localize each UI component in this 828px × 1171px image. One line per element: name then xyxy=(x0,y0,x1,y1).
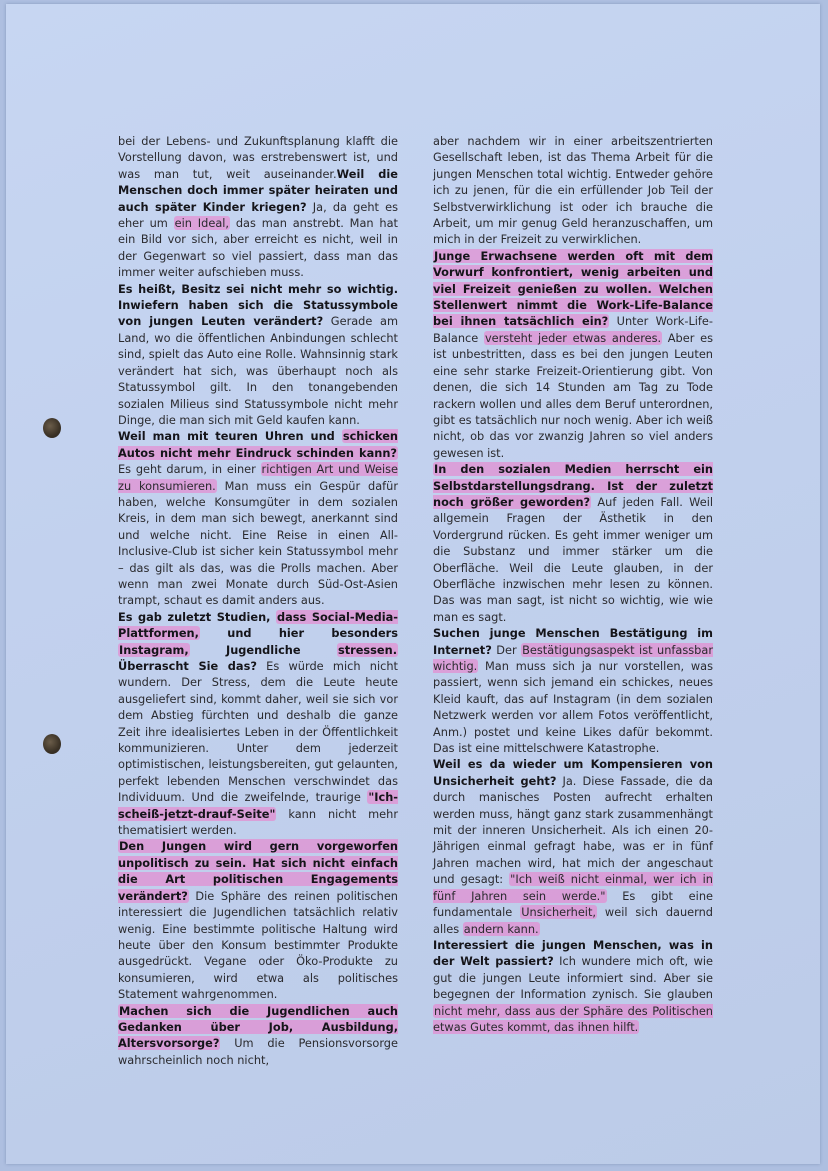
answer-text: Man muss sich ja nur vorstellen, was passiert, wenn sich jemand ein schickes, neues Kleid kauft, das auf Instagram (in dem sozialen Netzwerk werden vor allem Fotos veröffentlicht, Anm.) postet und keine Likes dafür bekommt. Das ist eine mittelschwere Katastrophe. xyxy=(433,659,713,756)
answer-text: Ja, da geht es eher um xyxy=(118,199,399,231)
interview-question: schicken Autos nicht mehr Eindruck schinden kann? xyxy=(118,429,398,460)
interview-question: Es heißt, Besitz sei nicht mehr so wichtig. Inwiefern haben sich die Statussymbole von jungen Leuten verändert? xyxy=(118,281,398,329)
answer-text: Die Sphäre des reinen politischen interessiert die Jugendlichen tatsächlich relativ wenig. Eine bestimmte politische Haltung wird heute über den Konsum bestimmter Produkte ausgedrückt. Vegane oder Öko-Produkte zu konsumieren, wird etwa als politisches Statement wahrgenommen. xyxy=(118,888,398,1002)
paragraph xyxy=(118,281,398,429)
interview-question: Interessiert die jungen Menschen, was in der Welt passiert? xyxy=(433,937,713,969)
interview-question: Weil es da wieder um Kompensieren von Unsicherheit geht? xyxy=(433,757,713,788)
paragraph xyxy=(433,461,713,625)
highlighted-text: andern kann. xyxy=(463,921,539,936)
paragraph xyxy=(433,625,713,756)
paragraph xyxy=(118,838,398,1002)
punch-hole-top xyxy=(43,418,61,438)
answer-text: Um die Pensionsvorsorge wahrscheinlich noch nicht, xyxy=(118,1036,398,1067)
paragraph xyxy=(433,937,713,1035)
paragraph xyxy=(118,428,398,608)
answer-text: bei der Lebens- und Zukunftsplanung klafft die Vorstellung davon, was erstrebenswert ist, und was man tut, weit auseinander. xyxy=(118,134,398,181)
highlighted-text: richtigen Art und Weise zu konsumieren. xyxy=(118,462,398,493)
interview-question: Es gab zuletzt Studien, xyxy=(118,609,276,624)
interview-question: Instagram, xyxy=(119,642,189,657)
answer-text: Es würde mich nicht wundern. Der Stress, dem die Leute heute ausgeliefert sind, kommt daher, weil sie sich vor dem Abstieg fürchten und deshalb die ganze Zeit ihre idealisiertes Leben in der Öffentlichkeit kommunizieren. Unter dem jederzeit optimistischen, leistungsbereiten, gut gelaunten, perfekt lebenden Menschen verschwindet das Individuum. Und die zweifelnde, traurige xyxy=(118,659,398,805)
answer-text: Unter Work-Life-Balance xyxy=(433,314,713,345)
paragraph xyxy=(433,248,713,461)
text-column-left xyxy=(118,133,398,1068)
punch-hole-bottom xyxy=(43,734,61,754)
interview-question: dass Social-Media-Plattformen, xyxy=(118,609,398,641)
answer-text: kann nicht mehr thematisiert werden. xyxy=(118,806,398,838)
paragraph xyxy=(433,756,713,936)
answer-text: Aber es ist unbestritten, dass es bei den jungen Leuten eine sehr starke Freizeit-Orientierung gibt. Von denen, die sich 14 Stunden am Tag zu Tode rackern wollen und alles dem Beruf unterordnen, gibt es tatsächlich nur noch wenig. Aber ich weiß nicht, ob das vor zwanzig Jahren so viel anders gewesen ist. xyxy=(433,330,713,460)
text-column-right xyxy=(433,133,713,1035)
paragraph xyxy=(433,133,713,248)
highlighted-text: Bestätigungsaspekt ist unfassbar wichtig. xyxy=(433,642,713,673)
highlighted-text: nicht mehr, dass aus der Sphäre des Politischen etwas Gutes kommt, das ihnen hilft. xyxy=(433,1003,713,1034)
interview-question: Überrascht Sie das? xyxy=(118,659,257,673)
answer-text: Ja. Diese Fassade, die da durch manisches Posten aufrecht erhalten werden muss, hängt ganz stark zusammenhängt mit der inneren Unsicherheit. Als ich einen 20-Jährigen einmal gefragt habe, was er in fünf Jahren machen wird, hat mich der angeschaut und gesagt: xyxy=(433,773,713,887)
interview-question: Weil man mit teuren Uhren und xyxy=(118,429,342,444)
answer-text: das man anstrebt. Man hat ein Bild vor sich, aber erreicht es nicht, weil in der Gegenwart so viel passiert, dass man das immer weiter aufschieben muss. xyxy=(118,216,398,280)
paragraph xyxy=(118,133,398,281)
interview-question: Jugendliche xyxy=(189,642,337,657)
answer-text: Es geht darum, in einer xyxy=(118,462,261,477)
paragraph xyxy=(118,1003,398,1069)
interview-question: Weil die Menschen doch immer später heiraten und auch später Kinder kriegen? xyxy=(118,166,398,214)
highlighted-text: ein Ideal, xyxy=(174,216,230,231)
answer-text: Gerade am Land, wo die öffentlichen Anbindungen schlecht sind, spielt das Auto eine Rolle. Wahnsinnig stark verändert hat sich, was überhaupt noch als Statussymbol gilt. In den tonangebenden sozialen Milieus sind Statussymbole nicht mehr Dinge, die man sich mit Geld kaufen kann. xyxy=(118,314,398,427)
interview-question: Junge Erwachsene werden oft mit dem Vorwurf konfrontiert, wenig arbeiten und viel Freizeit genießen zu wollen. Welchen Stellenwert nimmt die Work-Life-Balance bei ihnen tatsächlich ein? xyxy=(433,248,713,329)
answer-text: Es gibt eine fundamentale xyxy=(433,888,713,920)
highlighted-text: versteht jeder etwas anderes. xyxy=(484,330,662,345)
answer-text: weil sich dauernd alles xyxy=(433,905,713,936)
interview-question: Suchen junge Menschen Bestätigung im Internet? xyxy=(433,626,713,657)
interview-question: Den Jungen wird gern vorgeworfen unpolitisch zu sein. Hat sich nicht einfach die Art politischen Engagements verändert? xyxy=(118,839,398,903)
highlighted-text: "Ich weiß nicht einmal, wer ich in fünf Jahren sein werde." xyxy=(433,872,713,903)
interview-question: Machen sich die Jugendlichen auch Gedanken über Job, Ausbildung, Altersvorsorge? xyxy=(118,1003,398,1051)
answer-text: aber nachdem wir in einer arbeitszentrierten Gesellschaft leben, ist das Thema Arbeit für die jungen Menschen total wichtig. Entweder gehöre ich zu jenen, für die ein erfüllender Job Teil der Selbstverwirklichung ist oder ich brauche die Arbeit, um mir genug Geld heranzuschaffen, um mich in der Freizeit zu verwirklichen. xyxy=(433,134,713,247)
interview-question: und hier besonders xyxy=(199,626,398,641)
interview-question: "Ich-scheiß-jetzt-drauf-Seite" xyxy=(118,790,398,821)
answer-text: Der xyxy=(491,642,522,657)
paragraph xyxy=(118,609,398,839)
highlighted-text: Unsicherheit, xyxy=(521,905,597,920)
interview-question: stressen. xyxy=(337,642,397,657)
answer-text: Man muss ein Gespür dafür haben, welche Konsumgüter in dem sozialen Kreis, in dem man sich bewegt, anerkannt sind und welche nicht. Eine Reise in einen All-Inclusive-Club ist sicher kein Statussymbol mehr – das gilt als das, was die Prolls machen. Aber wenn man zwei Monate durch Süd-Ost-Asien trampt, schaut es damit anders aus. xyxy=(118,478,398,608)
interview-question: In den sozialen Medien herrscht ein Selbstdarstellungsdrang. Ist der zuletzt noch größer geworden? xyxy=(433,462,713,509)
answer-text: Ich wundere mich oft, wie gut die jungen Leute informiert sind. Aber sie begegnen der Information zynisch. Sie glauben xyxy=(433,954,713,1002)
answer-text: Auf jeden Fall. Weil allgemein Fragen der Ästhetik in den Vordergrund rücken. Es geht immer weniger um die Substanz und immer stärker um die Oberfläche. Weil die Leute glauben, in der Oberfläche inzwischen mehr lesen zu können. Das was man sagt, ist nicht so wichtig, wie wie man es sagt. xyxy=(433,494,713,624)
